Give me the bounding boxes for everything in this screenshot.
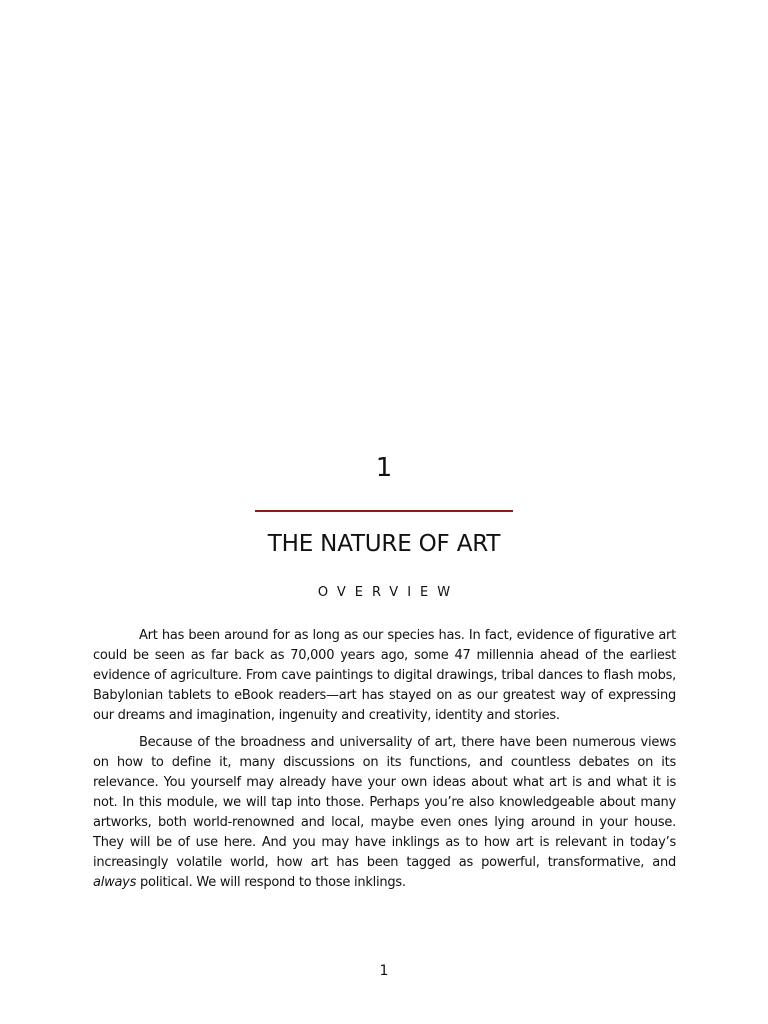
- paragraph-2-text: Because of the broadness and universality of art, there have been numerous views on how to define it, many discussions on its functions, and countless debates on its relevance. You yourself may already have your own ideas about what art is and what it is not. In this module, we will tap into those. Perhaps you’re also knowledgeable about many artworks, both world-renowned and local, maybe even ones lying around in your house. They will be of use here. And you may have inklings as to how art is relevant in today’s increasingly volatile world, how art has been tagged as powerful, transformative, and: [93, 735, 676, 870]
- chapter-title: THE NATURE OF ART: [267, 531, 501, 557]
- chapter-number: 1: [375, 453, 393, 483]
- paragraph-2-ending: political. We will respond to those inklings.: [136, 875, 406, 890]
- paragraph-1: Art has been around for as long as our species has. In fact, evidence of figurative art could be seen as far back as 70,000 years ago, some 47 millennia ahead of the earliest evidence of agriculture. From cave paintings to digital drawings, tribal dances to flash mobs, Babylonian tablets to eBook readers—art has stayed on as our greatest way of expressing our dreams and imagination, ingenuity and creativity, identity and stories.: [93, 628, 676, 723]
- body-text: [93, 626, 676, 900]
- paragraph-2-emphasis: always: [93, 875, 137, 890]
- paragraph-2: [93, 733, 676, 893]
- chapter-divider-rule: [255, 510, 513, 512]
- section-heading: OVERVIEW: [317, 585, 460, 600]
- page-number: 1: [379, 963, 389, 979]
